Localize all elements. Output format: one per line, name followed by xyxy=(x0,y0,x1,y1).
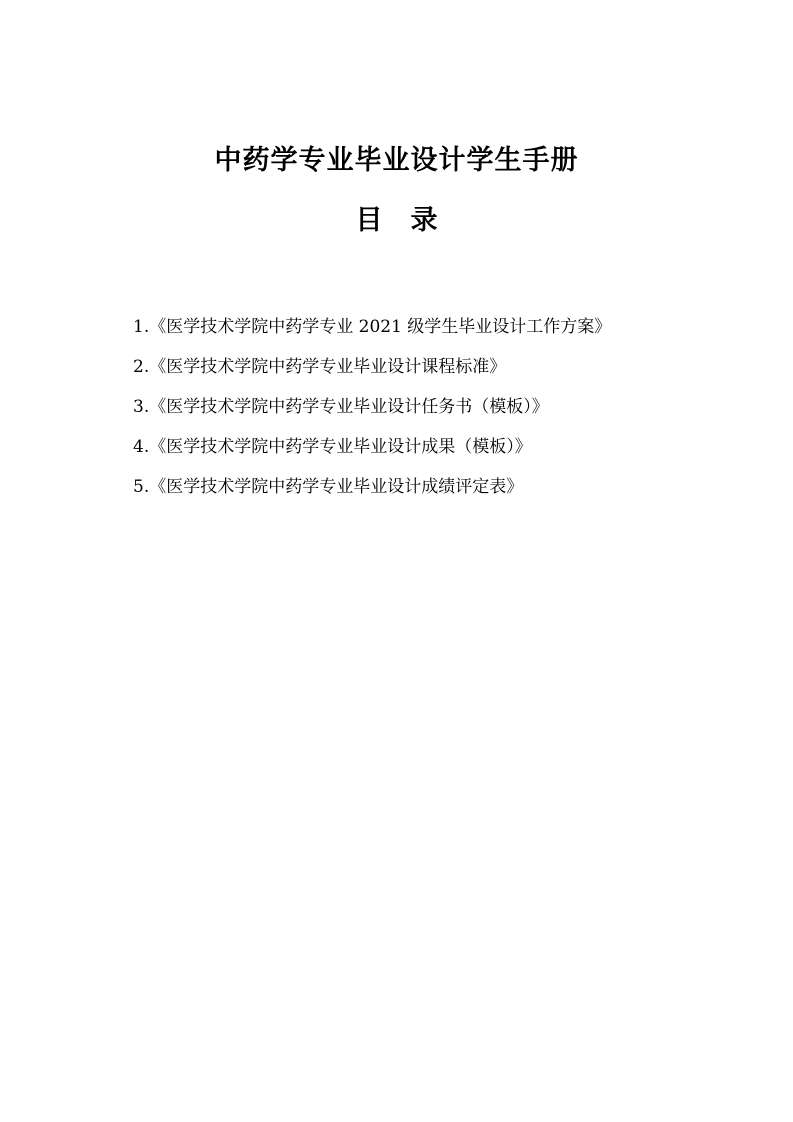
toc-heading-first-char: 目 xyxy=(355,205,383,236)
toc-heading-second-char: 录 xyxy=(410,205,438,236)
toc-item-2[interactable]: 2.《医学技术学院中药学专业毕业设计课程标准》 xyxy=(133,357,507,377)
toc-item-5[interactable]: 5.《医学技术学院中药学专业毕业设计成绩评定表》 xyxy=(133,477,524,497)
toc-item-4[interactable]: 4.《医学技术学院中药学专业毕业设计成果（模板）》 xyxy=(133,437,532,457)
toc-item-1[interactable]: 1.《医学技术学院中药学专业 2021 级学生毕业设计工作方案》 xyxy=(133,317,612,337)
toc-item-3[interactable]: 3.《医学技术学院中药学专业毕业设计任务书（模板）》 xyxy=(133,397,549,417)
page-title: 中药学专业毕业设计学生手册 xyxy=(214,145,579,176)
toc-heading xyxy=(0,203,793,239)
table-of-contents xyxy=(133,313,693,513)
